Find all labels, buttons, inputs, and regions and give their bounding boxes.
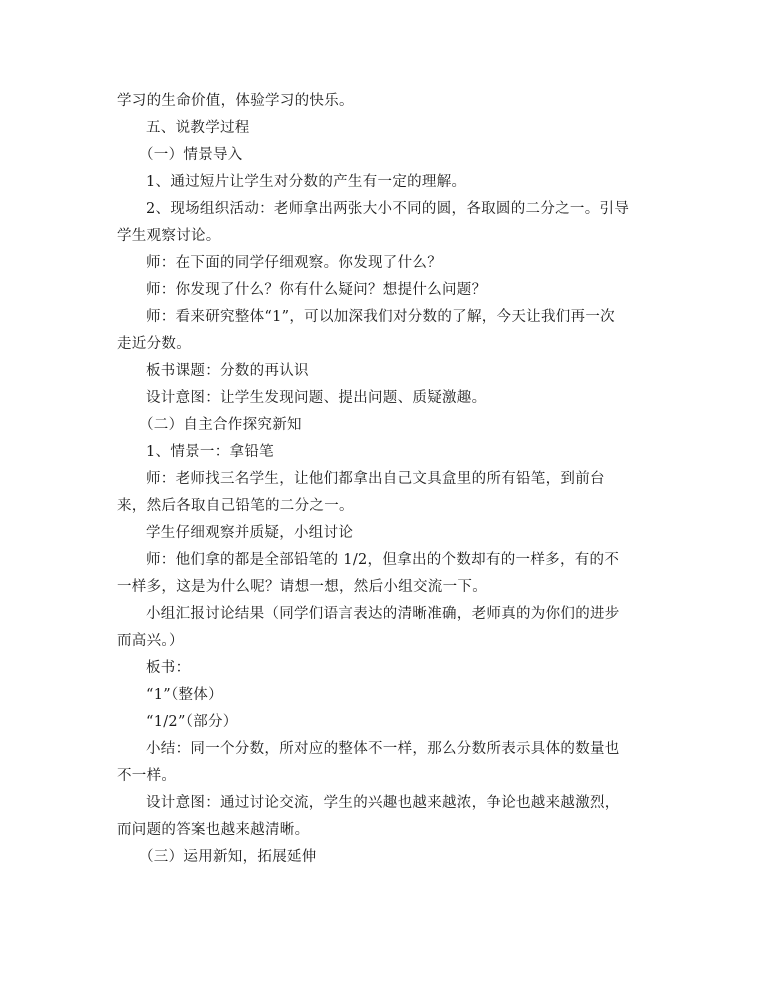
text-line: 学生仔细观察并质疑，小组讨论 [146,525,354,541]
text-line: 一样多，这是为什么呢？请想一想，然后小组交流一下。 [117,579,487,595]
text-line: “1”（整体） [146,687,223,703]
text-line: 师：在下面的同学仔细观察。你发现了什么？ [146,255,442,271]
text-line: （三）运用新知，拓展延伸 [139,849,317,865]
text-line: 而高兴。） [117,633,184,649]
text-line: 师：老师找三名学生，让他们都拿出自己文具盒里的所有铅笔，到前台 [146,471,605,487]
text-line: 五、说教学过程 [146,120,250,136]
text-line: 而问题的答案也越来越清晰。 [117,822,310,838]
text-line: 2、现场组织活动：老师拿出两张大小不同的圆，各取圆的二分之一。引导 [146,201,630,217]
text-line: “1/2”（部分） [146,714,238,730]
text-line: 师：你发现了什么？你有什么疑问？想提什么问题？ [146,282,487,298]
text-line: 师：他们拿的都是全部铅笔的 1/2，但拿出的个数却有的一样多，有的不 [146,552,620,568]
text-line: 来，然后各取自己铅笔的二分之一。 [117,498,354,514]
text-line: 小结：同一个分数，所对应的整体不一样，那么分数所表示具体的数量也 [146,741,620,757]
text-line: 小组汇报讨论结果（同学们语言表达的清晰准确，老师真的为你们的进步 [146,606,620,622]
text-line: 板书课题：分数的再认识 [146,363,309,379]
text-line: 不一样。 [117,768,177,784]
document-body [117,88,657,871]
text-line: 设计意图：通过讨论交流，学生的兴趣也越来越浓，争论也越来越激烈， [146,795,620,811]
text-line: 学习的生命价值，体验学习的快乐。 [117,93,354,109]
text-line: 师：看来研究整体“1”，可以加深我们对分数的了解，今天让我们再一次 [146,309,615,325]
text-line: 1、通过短片让学生对分数的产生有一定的理解。 [146,174,467,190]
text-line: 学生观察讨论。 [117,228,221,244]
text-line: 1、情景一：拿铅笔 [146,444,274,460]
text-line: 板书： [146,660,191,676]
text-line: （一）情景导入 [139,147,243,163]
text-line: 走近分数。 [117,336,191,352]
text-line: （二）自主合作探究新知 [139,417,302,433]
text-line: 设计意图：让学生发现问题、提出问题、质疑激趣。 [146,390,487,406]
